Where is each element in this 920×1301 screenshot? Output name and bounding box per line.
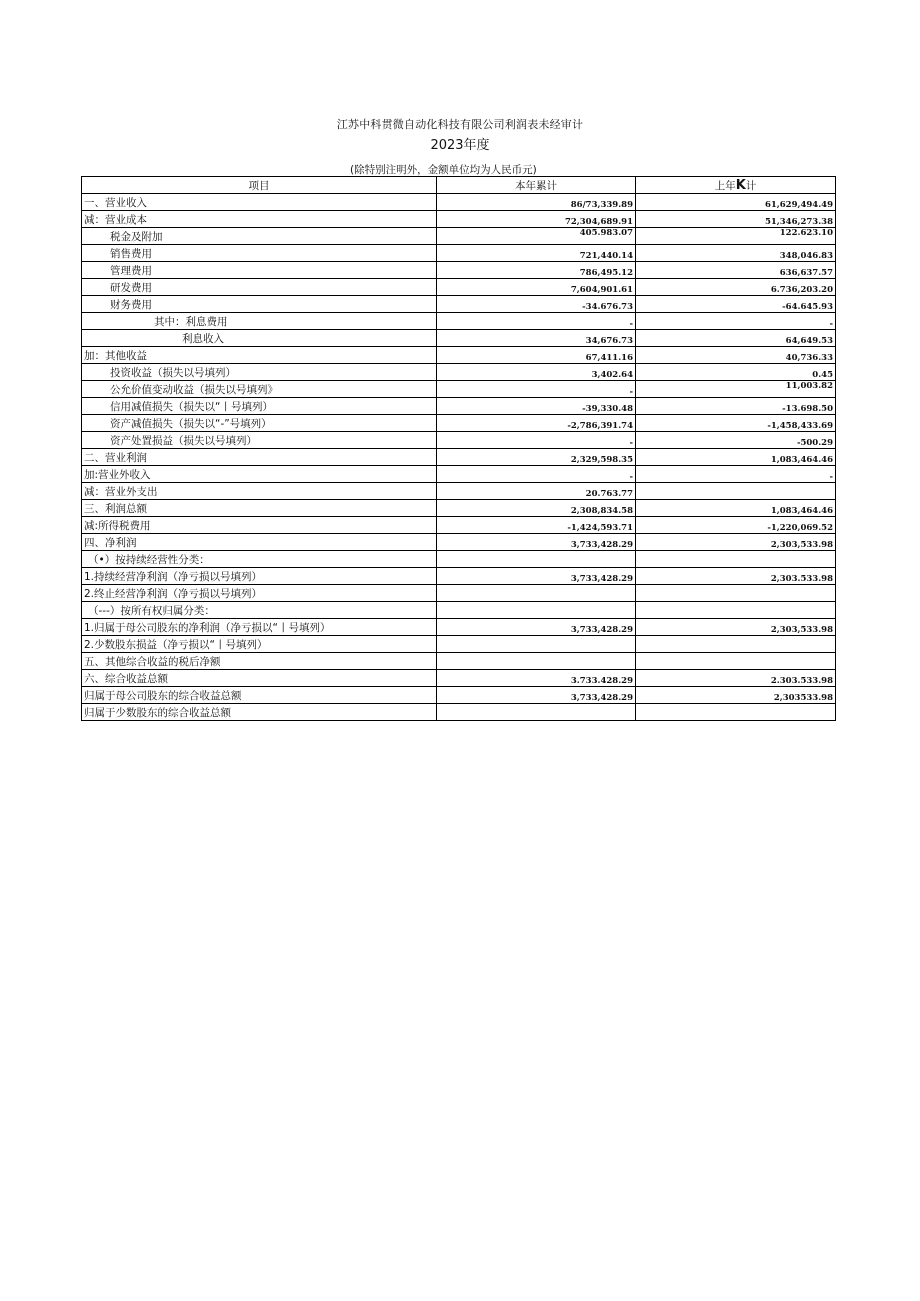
table-row: [82, 602, 836, 619]
row-current: 3,733,428.29: [437, 568, 636, 585]
row-current: 34,676.73: [437, 330, 636, 347]
table-row: [82, 568, 836, 585]
table-row: [82, 517, 836, 534]
table-row: [82, 415, 836, 432]
table-row: [82, 687, 836, 704]
row-current: 405.983.07: [437, 228, 636, 245]
table-row: [82, 704, 836, 721]
row-label: 四、净利润: [82, 534, 437, 551]
table-row: [82, 432, 836, 449]
row-label: 信用减值损失（损失以“丨号填列）: [82, 398, 437, 415]
row-prior: 11,003.82: [636, 381, 836, 398]
row-prior: -64.645.93: [636, 296, 836, 313]
row-current: [437, 636, 636, 653]
row-prior: 122.623.10: [636, 228, 836, 245]
table-row: [82, 228, 836, 245]
row-label: 三、利润总额: [82, 500, 437, 517]
header-prior-k: K: [735, 177, 746, 193]
header-current: 本年累计: [437, 177, 636, 194]
row-label: 1.归属于母公司股东的净利润（净亏损以“丨号填列）: [82, 619, 437, 636]
table-row: [82, 534, 836, 551]
table-row: [82, 670, 836, 687]
table-row: [82, 483, 836, 500]
table-row: [82, 381, 836, 398]
row-prior: 6.736,203.20: [636, 279, 836, 296]
row-current: [437, 585, 636, 602]
row-label: 1.持续经营净利润（净亏损以号填列）: [82, 568, 437, 585]
row-label: 归属于少数股东的综合收益总额: [82, 704, 437, 721]
row-current: 72,304,689.91: [437, 211, 636, 228]
row-prior: -13.698.50: [636, 398, 836, 415]
row-prior: [636, 704, 836, 721]
row-label: 资产处置损益（损失以号填列）: [82, 432, 437, 449]
row-current: 2,329,598.35: [437, 449, 636, 466]
table-row: [82, 194, 836, 211]
row-prior: 2.303.533.98: [636, 670, 836, 687]
row-current: -: [437, 466, 636, 483]
document-period: 2023年度: [430, 138, 490, 153]
row-prior: 64,649.53: [636, 330, 836, 347]
header-prior-suffix: 计: [745, 179, 757, 192]
row-current: [437, 704, 636, 721]
row-label: 资产减值损失（损失以“-”号填列）: [82, 415, 437, 432]
table-row: [82, 296, 836, 313]
table-row: [82, 619, 836, 636]
table-row: [82, 330, 836, 347]
header-row: [82, 177, 836, 194]
row-current: 3,733,428.29: [437, 534, 636, 551]
row-label: 加：其他收益: [82, 347, 437, 364]
row-label: （•）按持续经营性分类：: [82, 551, 437, 568]
row-prior: 1,083,464.46: [636, 449, 836, 466]
row-label: 五、其他综合收益的税后净额: [82, 653, 437, 670]
row-current: -: [437, 381, 636, 398]
row-prior: [636, 653, 836, 670]
table-row: [82, 500, 836, 517]
row-prior: -1,220,069.52: [636, 517, 836, 534]
row-prior: -1,458,433.69: [636, 415, 836, 432]
row-label: 销售费用: [82, 245, 437, 262]
row-current: 86/73,339.89: [437, 194, 636, 211]
row-prior: -: [636, 313, 836, 330]
row-current: 3,402.64: [437, 364, 636, 381]
row-current: 786,495.12: [437, 262, 636, 279]
row-label: 一、营业收入: [82, 194, 437, 211]
row-prior: 348,046.83: [636, 245, 836, 262]
row-label: 六、综合收益总额: [82, 670, 437, 687]
row-label: 管理费用: [82, 262, 437, 279]
row-current: 3,733,428.29: [437, 619, 636, 636]
row-current: 3,733,428.29: [437, 687, 636, 704]
row-label: （---）按所有权归属分类：: [82, 602, 437, 619]
row-current: -1,424,593.71: [437, 517, 636, 534]
row-label: 减:所得税费用: [82, 517, 437, 534]
row-prior: -500.29: [636, 432, 836, 449]
header-prior-prefix: 上年: [714, 179, 736, 192]
table-row: [82, 653, 836, 670]
row-prior: -: [636, 466, 836, 483]
row-label: 公允价值变动收益（损失以号填列》: [82, 381, 437, 398]
row-label: 减：营业外支出: [82, 483, 437, 500]
row-label: 二、营业利润: [82, 449, 437, 466]
row-prior: [636, 585, 836, 602]
row-label: 财务费用: [82, 296, 437, 313]
row-current: [437, 551, 636, 568]
row-current: [437, 653, 636, 670]
row-current: 7,604,901.61: [437, 279, 636, 296]
table-row: [82, 279, 836, 296]
row-prior: 636,637.57: [636, 262, 836, 279]
row-current: 3.733.428.29: [437, 670, 636, 687]
row-label: 其中：利息费用: [82, 313, 437, 330]
row-prior: 40,736.33: [636, 347, 836, 364]
row-prior: [636, 636, 836, 653]
table-row: [82, 398, 836, 415]
table-row: [82, 313, 836, 330]
row-label: 投资收益（损失以号填列）: [82, 364, 437, 381]
row-label: 税金及附加: [82, 228, 437, 245]
row-label: 2.少数股东损益（净亏损以“丨号填列）: [82, 636, 437, 653]
table-row: [82, 466, 836, 483]
row-current: -34.676.73: [437, 296, 636, 313]
row-prior: 51,346,273.38: [636, 211, 836, 228]
document-title: 江苏中科贯微自动化科技有限公司利润表未经审计: [336, 118, 584, 131]
row-label: 2.终止经营净利润（净亏损以号填列）: [82, 585, 437, 602]
header-prior: [636, 177, 836, 194]
income-statement-table: [81, 176, 836, 721]
row-current: 67,411.16: [437, 347, 636, 364]
table-row: [82, 347, 836, 364]
table-row: [82, 449, 836, 466]
row-prior: 1,083,464.46: [636, 500, 836, 517]
row-prior: [636, 602, 836, 619]
table-row: [82, 262, 836, 279]
row-current: -: [437, 432, 636, 449]
row-prior: 2,303.533.98: [636, 568, 836, 585]
row-prior: [636, 551, 836, 568]
row-label: 加:营业外收入: [82, 466, 437, 483]
row-prior: 2,303533.98: [636, 687, 836, 704]
row-label: 研发费用: [82, 279, 437, 296]
row-label: 归属于母公司股东的综合收益总额: [82, 687, 437, 704]
table-row: [82, 636, 836, 653]
unit-note: (除特别注明外，金额单位均为人民币元): [350, 164, 537, 176]
row-current: 2,308,834.58: [437, 500, 636, 517]
row-prior: [636, 483, 836, 500]
table-row: [82, 245, 836, 262]
row-current: 721,440.14: [437, 245, 636, 262]
row-prior: 61,629,494.49: [636, 194, 836, 211]
table-row: [82, 364, 836, 381]
row-prior: 2,303,533.98: [636, 619, 836, 636]
row-label: 减：营业成本: [82, 211, 437, 228]
table-row: [82, 551, 836, 568]
table-row: [82, 585, 836, 602]
row-current: [437, 602, 636, 619]
row-current: -2,786,391.74: [437, 415, 636, 432]
table-row: [82, 211, 836, 228]
row-label: 利息收入: [82, 330, 437, 347]
row-current: -39,330.48: [437, 398, 636, 415]
row-current: -: [437, 313, 636, 330]
row-current: 20.763.77: [437, 483, 636, 500]
row-prior: 0.45: [636, 364, 836, 381]
header-item: 项目: [82, 177, 437, 194]
row-prior: 2,303,533.98: [636, 534, 836, 551]
